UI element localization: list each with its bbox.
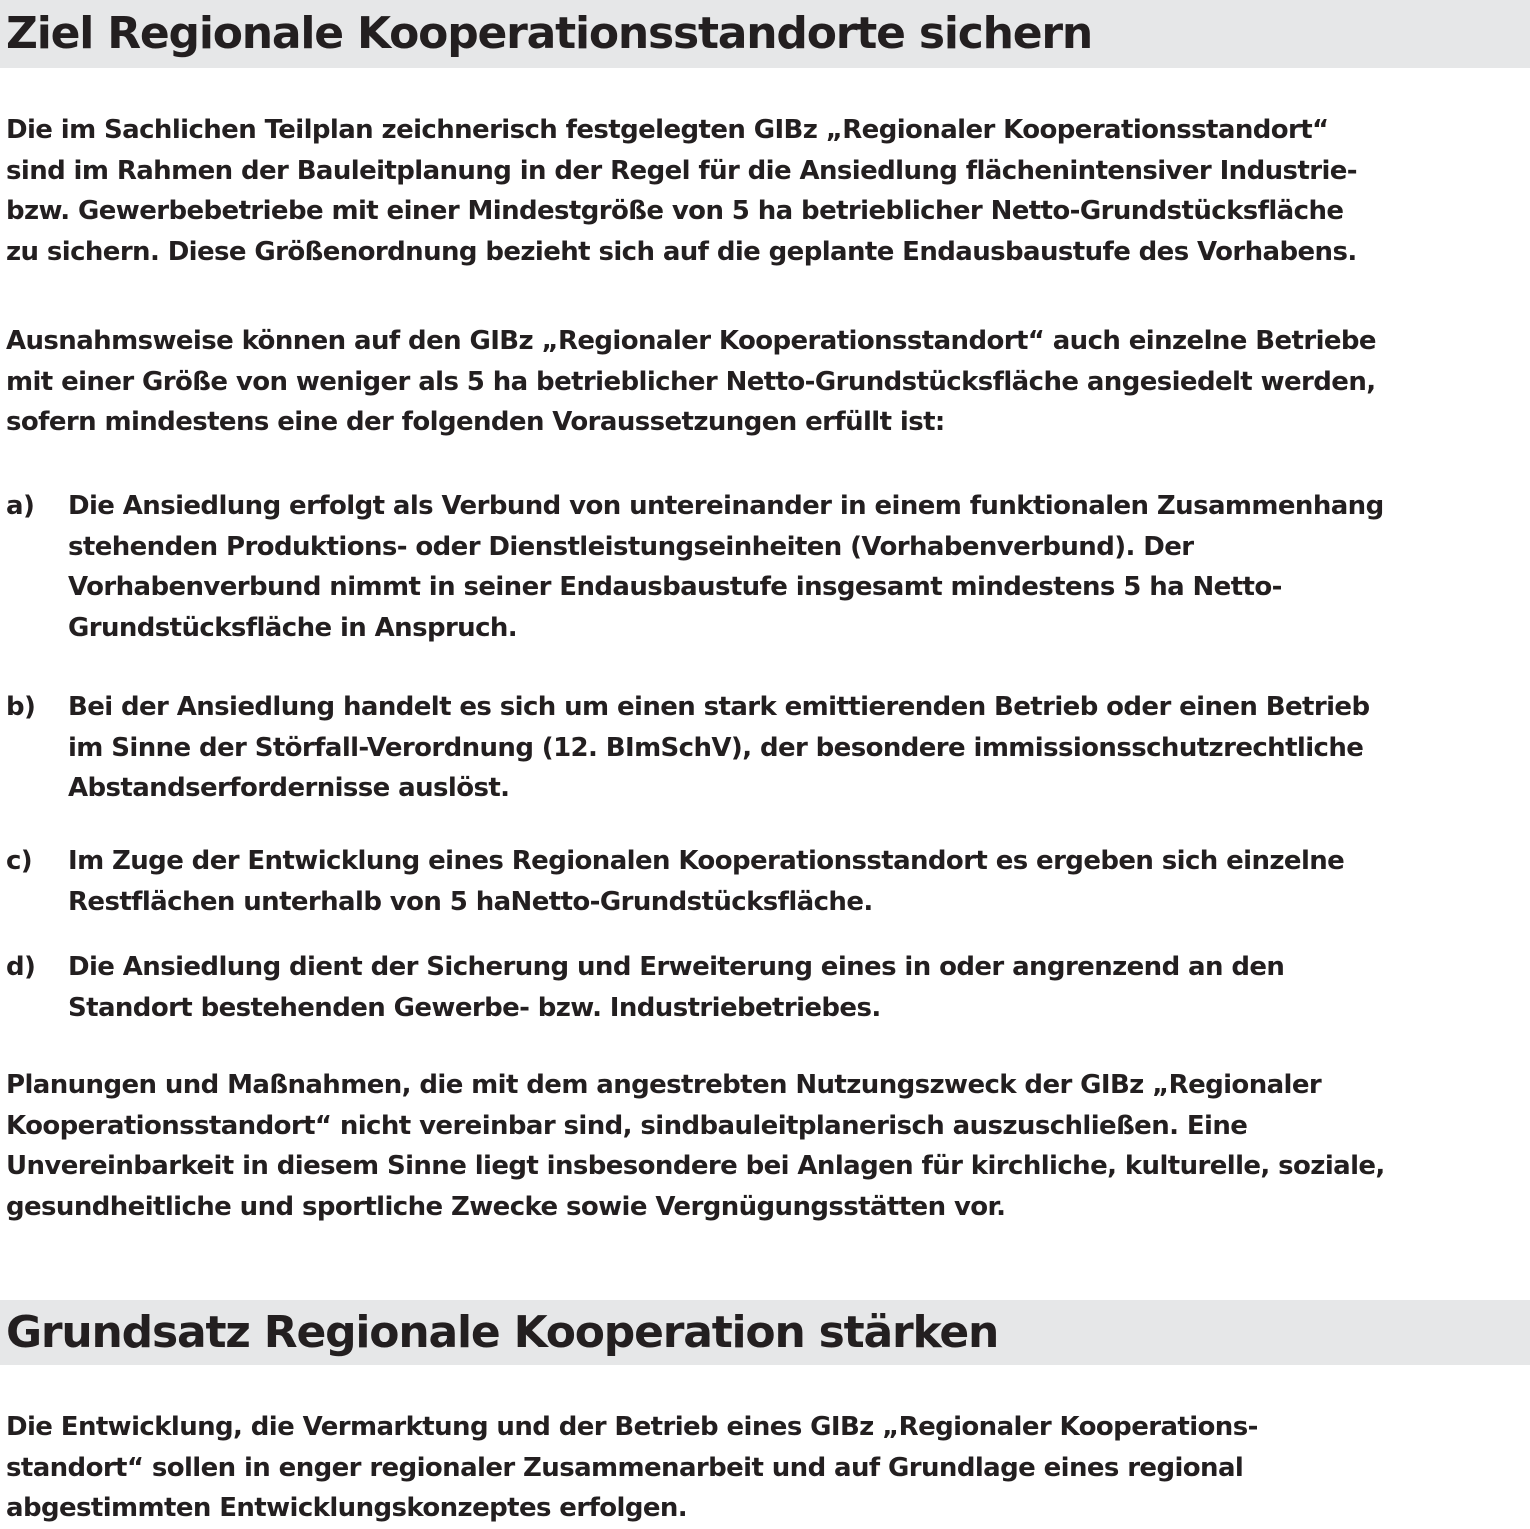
section-heading-grundsatz xyxy=(0,1300,1530,1365)
text-line: Standort bestehenden Gewerbe- bzw. Industriebetriebes. xyxy=(68,992,881,1023)
text-line: Die Ansiedlung erfolgt als Verbund von untereinander in einem funktionalen Zusammenhang xyxy=(68,491,1384,521)
text-line: Abstandserfordernisse auslöst. xyxy=(68,773,510,804)
text-line: Die Ansiedlung dient der Sicherung und Erweiterung eines in oder angrenzend an den xyxy=(68,952,1285,982)
section-heading-ziel xyxy=(0,0,1530,68)
text-line: Die im Sachlichen Teilplan zeichnerisch festgelegten GIBz „Regionaler Kooperationsstandort“ xyxy=(6,115,1329,145)
text-line: Im Zuge der Entwicklung eines Regionalen Kooperationsstandort es ergeben sich einzelne xyxy=(68,846,1345,876)
text-line: mit einer Größe von weniger als 5 ha betrieblicher Netto-Grundstücksfläche angesiedelt werden, xyxy=(6,366,1376,397)
text-line: sofern mindestens eine der folgenden Voraussetzungen erfüllt ist: xyxy=(6,407,945,438)
text-line: abgestimmten Entwicklungskonzeptes erfolgen. xyxy=(6,1493,688,1524)
text-line: Planungen und Maßnahmen, die mit dem angestrebten Nutzungszweck der GIBz „Regionaler xyxy=(6,1070,1322,1100)
section-heading-text: Ziel Regionale Kooperationsstandorte sichern xyxy=(6,8,1092,59)
text-line: Grundstücksfläche in Anspruch. xyxy=(68,612,518,643)
list-item-text xyxy=(68,841,1344,922)
text-line: zu sichern. Diese Größenordnung bezieht sich auf die geplante Endausbaustufe des Vorhabens. xyxy=(6,236,1357,267)
list-marker: a) xyxy=(6,491,35,521)
paragraph-grundsatz xyxy=(6,1407,1506,1529)
text-line: Vorhabenverbund nimmt in seiner Endausbaustufe insgesamt mindestens 5 ha Netto- xyxy=(68,572,1282,603)
text-line: Ausnahmsweise können auf den GIBz „Regionaler Kooperationsstandort“ auch einzelne Betriebe xyxy=(6,326,1376,356)
list-marker: c) xyxy=(6,846,33,876)
text-line: stehenden Produktions- oder Dienstleistungseinheiten (Vorhabenverbund). Der xyxy=(68,531,1194,562)
list-marker: b) xyxy=(6,692,36,722)
text-line: gesundheitliche und sportliche Zwecke sowie Vergnügungsstätten vor. xyxy=(6,1191,1006,1222)
text-line: Bei der Ansiedlung handelt es sich um einen stark emittierenden Betrieb oder einen Betrieb xyxy=(68,692,1370,722)
paragraph-ziel-intro xyxy=(6,110,1506,272)
list-marker: d) xyxy=(6,952,36,982)
paragraph-ausnahme xyxy=(6,321,1506,443)
text-line: Kooperationsstandort“ nicht vereinbar sind, sindbauleitplanerisch auszuschließen. Eine xyxy=(6,1110,1248,1141)
text-line: bzw. Gewerbebetriebe mit einer Mindestgröße von 5 ha betrieblicher Netto-Grundstücksfläche xyxy=(6,196,1344,227)
paragraph-planungen xyxy=(6,1065,1506,1227)
text-line: sind im Rahmen der Bauleitplanung in der Regel für die Ansiedlung flächenintensiver Industrie- xyxy=(6,155,1357,186)
text-line: Restflächen unterhalb von 5 haNetto-Grundstücksfläche. xyxy=(68,886,873,917)
list-item-text xyxy=(68,687,1369,809)
text-line: Die Entwicklung, die Vermarktung und der Betrieb eines GIBz „Regionaler Kooperations- xyxy=(6,1412,1258,1442)
text-line: Unvereinbarkeit in diesem Sinne liegt insbesondere bei Anlagen für kirchliche, kulturelle, soziale, xyxy=(6,1151,1385,1182)
list-item-text xyxy=(68,947,1284,1028)
text-line: im Sinne der Störfall-Verordnung (12. BImSchV), der besondere immissionsschutzrechtliche xyxy=(68,732,1364,763)
section-heading-text: Grundsatz Regionale Kooperation stärken xyxy=(6,1306,999,1358)
list-item-text xyxy=(68,486,1384,648)
text-line: standort“ sollen in enger regionaler Zusammenarbeit und auf Grundlage eines regional xyxy=(6,1452,1244,1483)
